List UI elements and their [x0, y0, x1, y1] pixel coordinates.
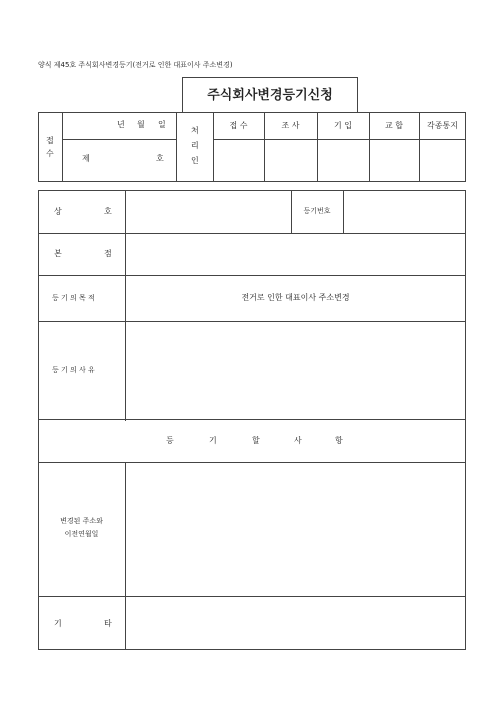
registration-number-label: 등기번호 — [303, 207, 331, 215]
matters-label-2: 기 — [209, 436, 217, 445]
other-input[interactable] — [126, 597, 465, 649]
processor-label-1: 처 — [191, 126, 199, 135]
receipt-month-label: 월 — [137, 120, 145, 129]
receipt-day-label: 일 — [158, 120, 166, 129]
trade-name-label-1: 상 — [54, 207, 62, 216]
head-office-label-1: 본 — [54, 249, 62, 258]
changed-address-input[interactable] — [126, 463, 465, 595]
registration-purpose-label: 등 기 의 목 적 — [52, 294, 95, 302]
other-label-2: 타 — [104, 619, 112, 628]
processing-col-entry: 기 입 — [334, 121, 352, 130]
receipt-number-prefix: 제 — [82, 154, 90, 163]
trade-name-label-2: 호 — [104, 207, 112, 216]
form-number-header: 양식 제45호 주식회사변경등기(전거로 인한 대표이사 주소변경) — [38, 61, 233, 69]
registration-reason-input[interactable] — [126, 322, 465, 418]
processing-col-receipt: 접 수 — [229, 121, 248, 130]
receipt-year-label: 년 — [117, 120, 125, 129]
trade-name-input[interactable] — [126, 191, 290, 232]
registration-purpose-value: 전거로 인한 대표이사 주소변경 — [241, 293, 350, 302]
changed-address-label-1: 변경된 주소와 — [60, 517, 103, 525]
processing-col-verification: 교 합 — [385, 121, 403, 130]
form-title: 주식회사변경등기신청 — [207, 88, 333, 103]
matters-label-5: 항 — [335, 436, 343, 445]
processing-col-notification: 각종통지 — [427, 121, 458, 130]
receipt-label-1: 접 — [46, 136, 54, 145]
matters-label-4: 사 — [294, 436, 302, 445]
receipt-number-suffix: 호 — [156, 154, 164, 163]
head-office-label-2: 점 — [104, 249, 112, 258]
registration-number-input[interactable] — [344, 191, 465, 232]
head-office-input[interactable] — [126, 234, 465, 274]
processing-col-investigation: 조 사 — [281, 121, 300, 130]
matters-label-3: 할 — [252, 436, 260, 445]
registration-reason-label: 등 기 의 사 유 — [52, 366, 95, 374]
other-label-1: 기 — [54, 619, 62, 628]
processor-label-3: 인 — [191, 156, 199, 165]
changed-address-label-2: 이전연월일 — [64, 530, 99, 538]
matters-label-1: 등 — [166, 436, 174, 445]
receipt-label-2: 수 — [46, 149, 54, 158]
processor-label-2: 리 — [191, 141, 199, 150]
